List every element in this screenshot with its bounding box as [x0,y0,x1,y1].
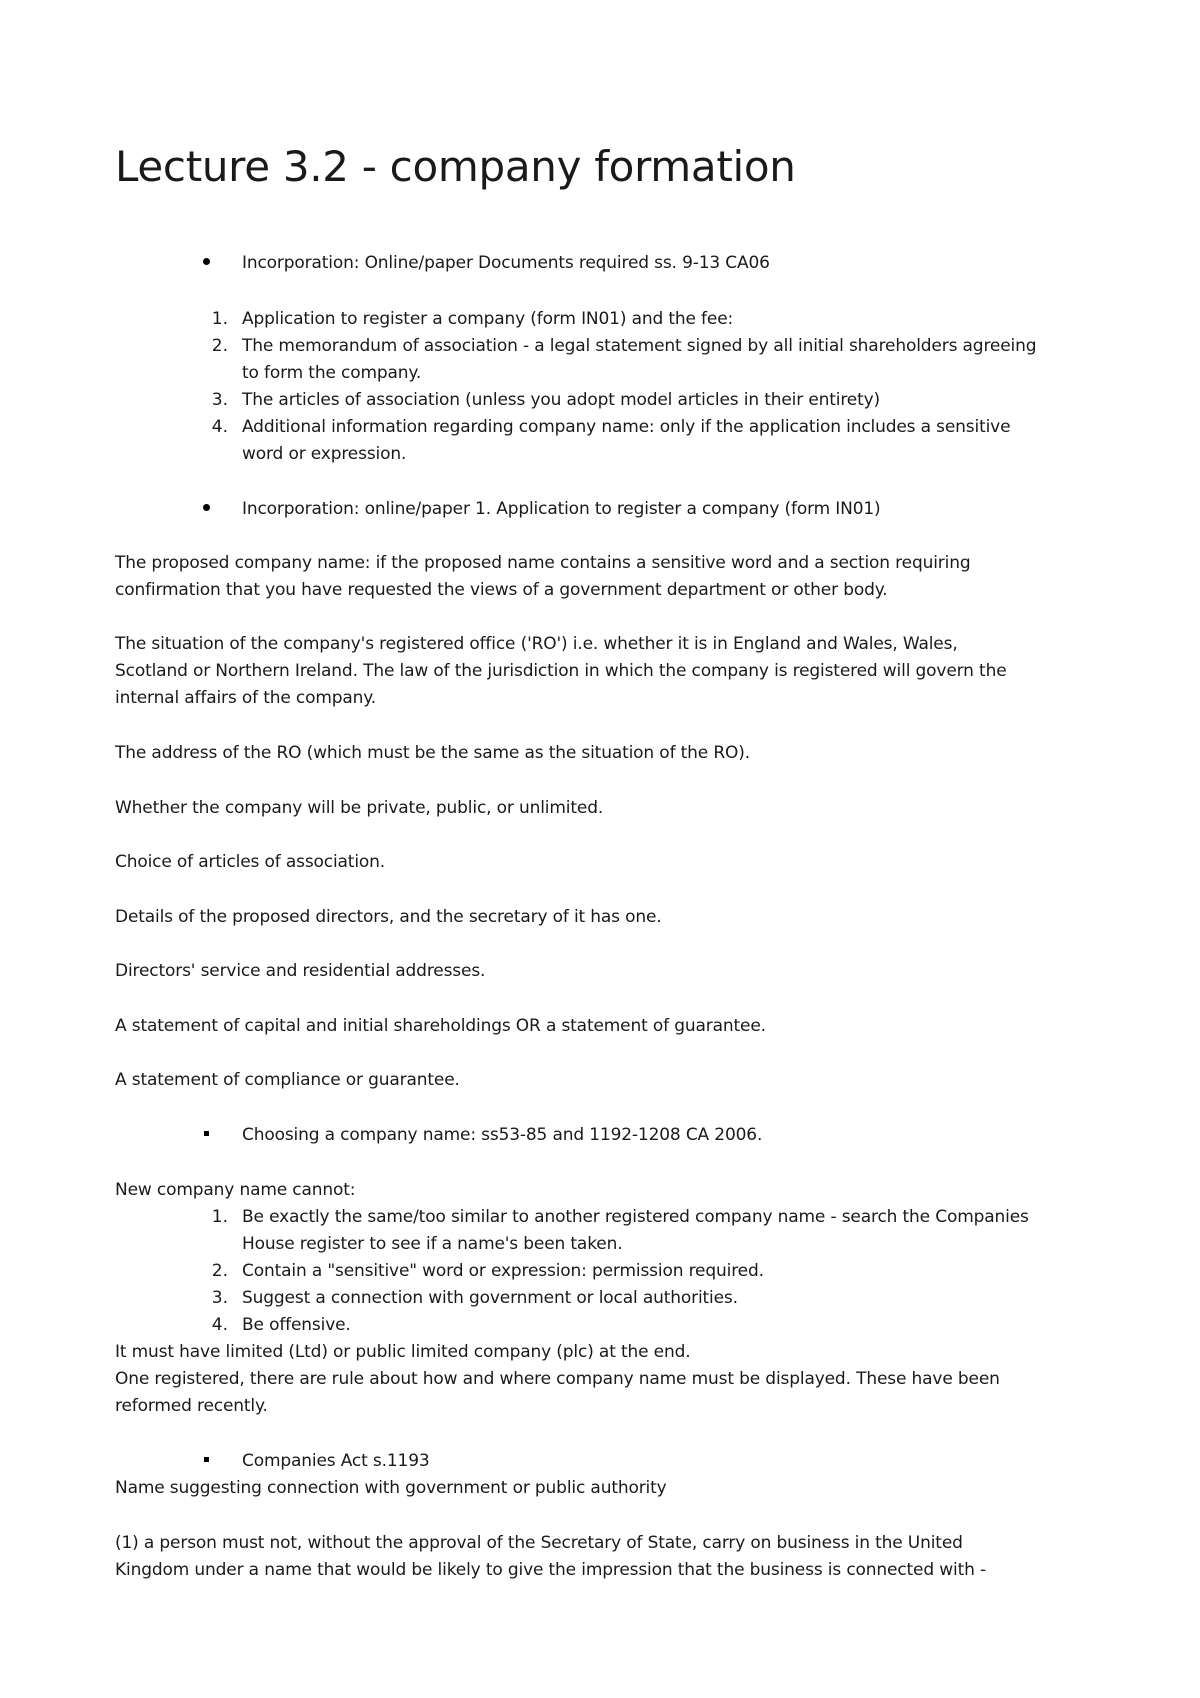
paragraph-line: reformed recently. [115,1396,268,1416]
list-item-text: Contain a "sensitive" word or expression: permission required. [242,1261,764,1281]
paragraph-line: It must have limited (Ltd) or public limited company (plc) at the end. [115,1342,691,1362]
list-item-text: The articles of association (unless you adopt model articles in their entirety) [242,390,881,410]
paragraph-line: The address of the RO (which must be the same as the situation of the RO). [115,743,750,763]
paragraph-line: Whether the company will be private, public, or unlimited. [115,798,604,818]
list-item-text: House register to see if a name's been taken. [242,1234,623,1254]
paragraph-line: Scotland or Northern Ireland. The law of the jurisdiction in which the company is registered will govern the [115,661,1007,681]
paragraph-line: One registered, there are rule about how and where company name must be displayed. These have been [115,1369,1000,1389]
list-number: 3. [211,390,228,410]
bullet-icon [204,1131,209,1136]
list-number: 1. [211,309,228,329]
paragraph-line: The proposed company name: if the proposed name contains a sensitive word and a section requiring [115,553,971,573]
list-item-text: word or expression. [242,444,407,464]
bullet-icon [204,1457,209,1462]
list-item-text: Additional information regarding company name: only if the application includes a sensitive [242,417,1011,437]
paragraph-line: A statement of capital and initial shareholdings OR a statement of guarantee. [115,1016,766,1036]
paragraph-line: internal affairs of the company. [115,688,377,708]
list-item-text: to form the company. [242,363,422,383]
paragraph-line: Directors' service and residential addresses. [115,961,486,981]
section3-bullet-text: Choosing a company name: ss53-85 and 1192-1208 CA 2006. [242,1125,763,1145]
paragraph-line: Details of the proposed directors, and the secretary of it has one. [115,907,662,927]
paragraph-line: Choice of articles of association. [115,852,386,872]
list-number: 3. [211,1288,228,1308]
paragraph-line: The situation of the company's registered office ('RO') i.e. whether it is in England and Wales, Wales, [115,634,958,654]
list-number: 4. [211,1315,228,1335]
paragraph-line: New company name cannot: [115,1180,356,1200]
list-number: 2. [211,336,228,356]
list-item-text: Application to register a company (form IN01) and the fee: [242,309,734,329]
page-title: Lecture 3.2 - company formation [115,142,796,191]
bullet-icon [203,504,210,511]
list-number: 4. [211,417,228,437]
list-item-text: The memorandum of association - a legal statement signed by all initial shareholders agreeing [242,336,1037,356]
list-number: 1. [211,1207,228,1227]
list-item-text: Be exactly the same/too similar to another registered company name - search the Companies [242,1207,1029,1227]
section1-bullet-text: Incorporation: Online/paper Documents required ss. 9-13 CA06 [242,253,770,273]
section2-bullet-text: Incorporation: online/paper 1. Application to register a company (form IN01) [242,499,881,519]
paragraph-line: Kingdom under a name that would be likely to give the impression that the business is connected with - [115,1560,986,1580]
list-number: 2. [211,1261,228,1281]
paragraph-line: Name suggesting connection with government or public authority [115,1478,667,1498]
list-item-text: Suggest a connection with government or local authorities. [242,1288,738,1308]
list-item-text: Be offensive. [242,1315,351,1335]
paragraph-line: confirmation that you have requested the views of a government department or other body. [115,580,888,600]
bullet-icon [203,258,210,265]
paragraph-line: (1) a person must not, without the approval of the Secretary of State, carry on business in the United [115,1533,963,1553]
paragraph-line: A statement of compliance or guarantee. [115,1070,460,1090]
section4-bullet-text: Companies Act s.1193 [242,1451,430,1471]
